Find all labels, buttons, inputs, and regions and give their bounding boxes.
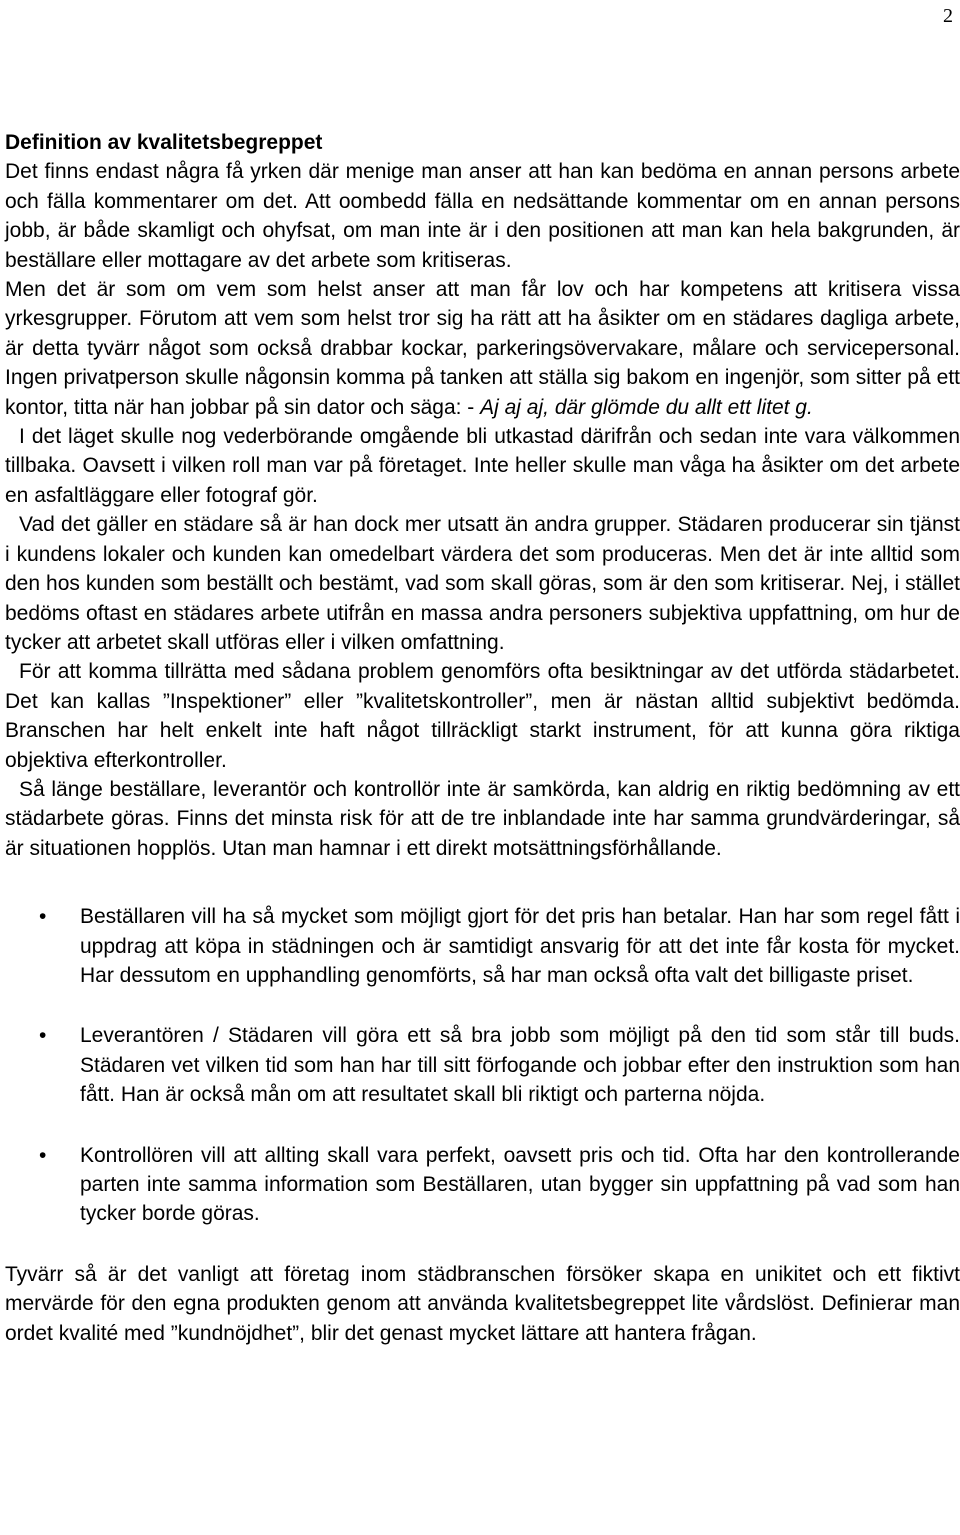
bullet-list — [5, 902, 960, 1229]
bullet-icon: • — [39, 1024, 47, 1048]
list-item-text: Kontrollören vill att allting skall vara perfekt, oavsett pris och tid. Ofta har den kontrollerande parten inte samma information som Beställaren, utan bygger sin uppfattning på vad som han tycker borde göras. — [80, 1143, 960, 1226]
paragraph: Det finns endast några få yrken där menige man anser att han kan bedöma en annan persons arbete och fälla kommentarer om det. Att oombedd fälla en nedsättande kommentar om en annan persons jobb, är både skamligt och ohyfsat, om man inte är i den positionen att man kan hela bakgrunden, är beställare eller mottagare av det arbete som kritiseras. — [5, 160, 960, 272]
section-heading: Definition av kvalitetsbegreppet — [5, 131, 323, 154]
italic-quote: Aj aj aj, där glömde du allt ett litet g. — [480, 395, 813, 419]
paragraph-text: Men det är som om vem som helst anser att man får lov och har kompetens att kritisera vissa yrkesgrupper. Förutom att vem som helst tror sig ha rätt att ha åsikter om en städares dagliga arbete, är detta tyvärr något som också drabbar kockar, parkeringsövervakare, målare och servicepersonal. Ingen privatperson skulle någonsin komma på tanken att ställa sig bakom en ingenjör, som sitter på ett kontor, titta när han jobbar på sin dator och säga: - — [5, 278, 960, 419]
paragraph — [5, 275, 960, 422]
closing-paragraph: Tyvärr så är det vanligt att företag inom städbranschen försöker skapa en unikitet och ett fiktivt mervärde för den egna produkten genom att använda kvalitetsbegreppet lite vårdslöst. Definierar man ordet kvalité med ”kundnöjdhet”, blir det genast mycket lättare att hantera frågan. — [5, 1262, 960, 1345]
list-item-text: Leverantören / Städaren vill göra ett så bra jobb som möjligt på den tid som står till buds. Städaren vet vilken tid som han har till sitt förfogande och jobbar efter den instruktion som han fått. Han är också mån om att resultatet skall bli riktigt och parterna nöjda. — [80, 1024, 960, 1107]
paragraph: Så länge beställare, leverantör och kontrollör inte är samkörda, kan aldrig en riktig bedömning av ett städarbete göras. Finns det minsta risk för att de tre inblandade inte har samma grundvärderingar, så är situationen hopplös. Utan man hamnar i ett direkt motsättningsförhållande. — [5, 777, 960, 860]
bullet-icon: • — [39, 905, 47, 929]
list-item-text: Beställaren vill ha så mycket som möjligt gjort för det pris han betalar. Han har som regel fått i uppdrag att köpa in städningen och är samtidigt ansvarig för att det inte får kosta för mycket. Har dessutom en upphandling genomförts, så har man också ofta valt det billigaste priset. — [80, 905, 960, 987]
bullet-icon: • — [39, 1143, 47, 1167]
paragraph: Vad det gäller en städare så är han dock mer utsatt än andra grupper. Städaren producerar sin tjänst i kundens lokaler och kunden kan omedelbart värdera det som produceras. Men det är inte alltid som den hos kunden som beställt och bestämt, vad som skall göras, som är den som kritiserar. Nej, i stället bedöms oftast en städares arbete utifrån en massa andra personers subjektiva uppfattning, om hur de tycker att arbetet skall utföras eller i vilken omfattning. — [5, 513, 960, 654]
document-body — [5, 128, 960, 1348]
paragraph: För att komma tillrätta med sådana problem genomförs ofta besiktningar av det utförda städarbetet. Det kan kallas ”Inspektioner” eller ”kvalitetskontroller”, men är nästan alltid subjektivt bedömda. Branschen har helt enkelt inte haft något tillräckligt starkt instrument, för att kunna göra riktiga objektiva efterkontroller. — [5, 660, 960, 772]
list-item — [5, 902, 960, 990]
paragraph: I det läget skulle nog vederbörande omgående bli utkastad därifrån och sedan inte vara välkommen tillbaka. Oavsett i vilken roll man var på företaget. Inte heller skulle man våga ha åsikter om det arbete en asfaltläggare eller fotograf gör. — [5, 425, 960, 507]
page-number: 2 — [943, 5, 953, 27]
list-item — [5, 1141, 960, 1229]
list-item — [5, 1021, 960, 1109]
